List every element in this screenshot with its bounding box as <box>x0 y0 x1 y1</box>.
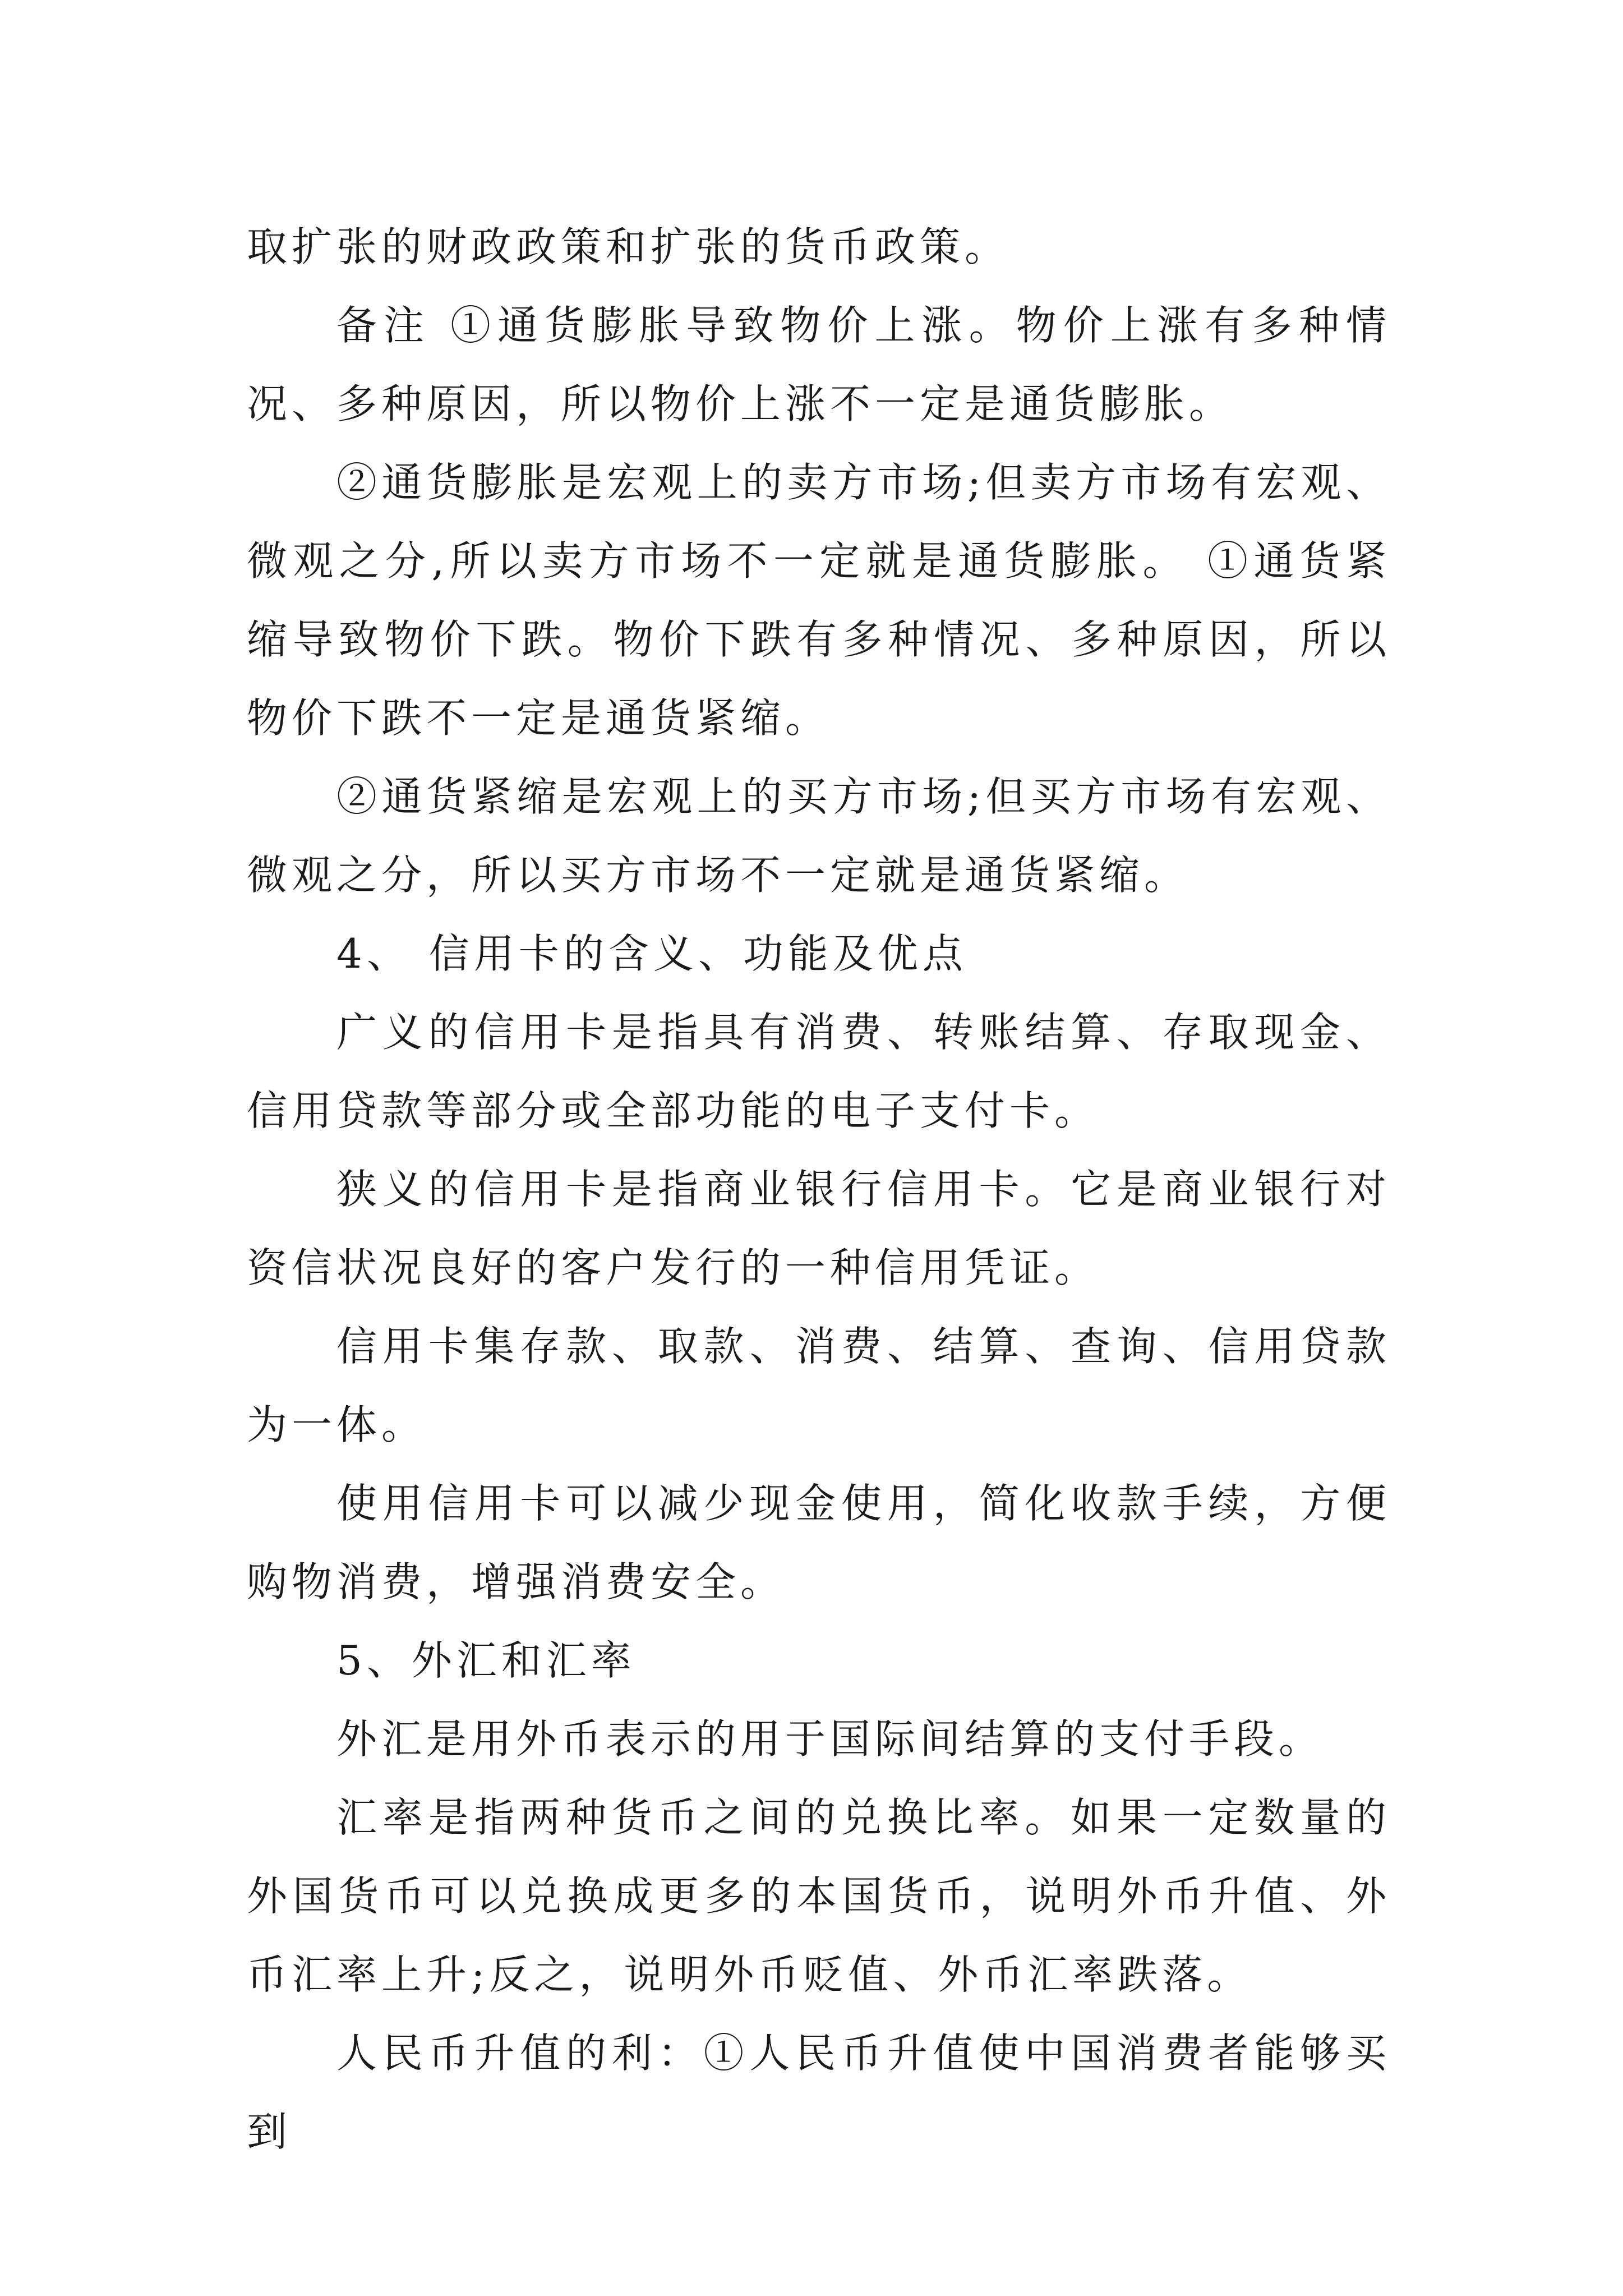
document-body <box>247 208 1391 2171</box>
paragraph-credit-card-functions: 信用卡集存款、取款、消费、结算、查询、信用贷款为一体。 <box>247 1323 1391 1448</box>
paragraph-continuation: 取扩张的财政政策和扩张的货币政策。 <box>247 223 1010 270</box>
paragraph-exchange-rate: 汇率是指两种货币之间的兑换比率。如果一定数量的外国货币可以兑换成更多的本国货币，说明外币升值、外币汇率上升;反之，说明外币贬值、外币汇率跌落。 <box>247 1794 1391 1998</box>
paragraph-deflation-note: ②通货紧缩是宏观上的买方市场;但买方市场有宏观、微观之分，所以买方市场不一定就是通货紧缩。 <box>247 773 1391 899</box>
paragraph-inflation-note-2: ②通货膨胀是宏观上的卖方市场;但卖方市场有宏观、微观之分,所以卖方市场不一定就是通货膨胀。 ①通货紧缩导致物价下跌。物价下跌有多种情况、多种原因，所以物价下跌不一定是通货紧缩。 <box>247 459 1391 742</box>
paragraph-credit-card-advantages: 使用信用卡可以减少现金使用，简化收款手续，方便购物消费，增强消费安全。 <box>247 1480 1391 1605</box>
section-heading-credit-card: 4、 信用卡的含义、功能及优点 <box>336 930 967 977</box>
paragraph-rmb-appreciation: 人民币升值的利：①人民币升值使中国消费者能够买到 <box>247 2030 1391 2155</box>
section-heading-forex: 5、外汇和汇率 <box>336 1637 636 1684</box>
paragraph-credit-card-narrow: 狭义的信用卡是指商业银行信用卡。它是商业银行对资信状况良好的客户发行的一种信用凭证。 <box>247 1166 1391 1291</box>
paragraph-credit-card-broad: 广义的信用卡是指具有消费、转账结算、存取现金、信用贷款等部分或全部功能的电子支付卡。 <box>247 1009 1391 1134</box>
paragraph-inflation-note-1: 备注 ①通货膨胀导致物价上涨。物价上涨有多种情况、多种原因，所以物价上涨不一定是通货膨胀。 <box>247 302 1391 427</box>
paragraph-forex-definition: 外汇是用外币表示的用于国际间结算的支付手段。 <box>336 1715 1324 1763</box>
